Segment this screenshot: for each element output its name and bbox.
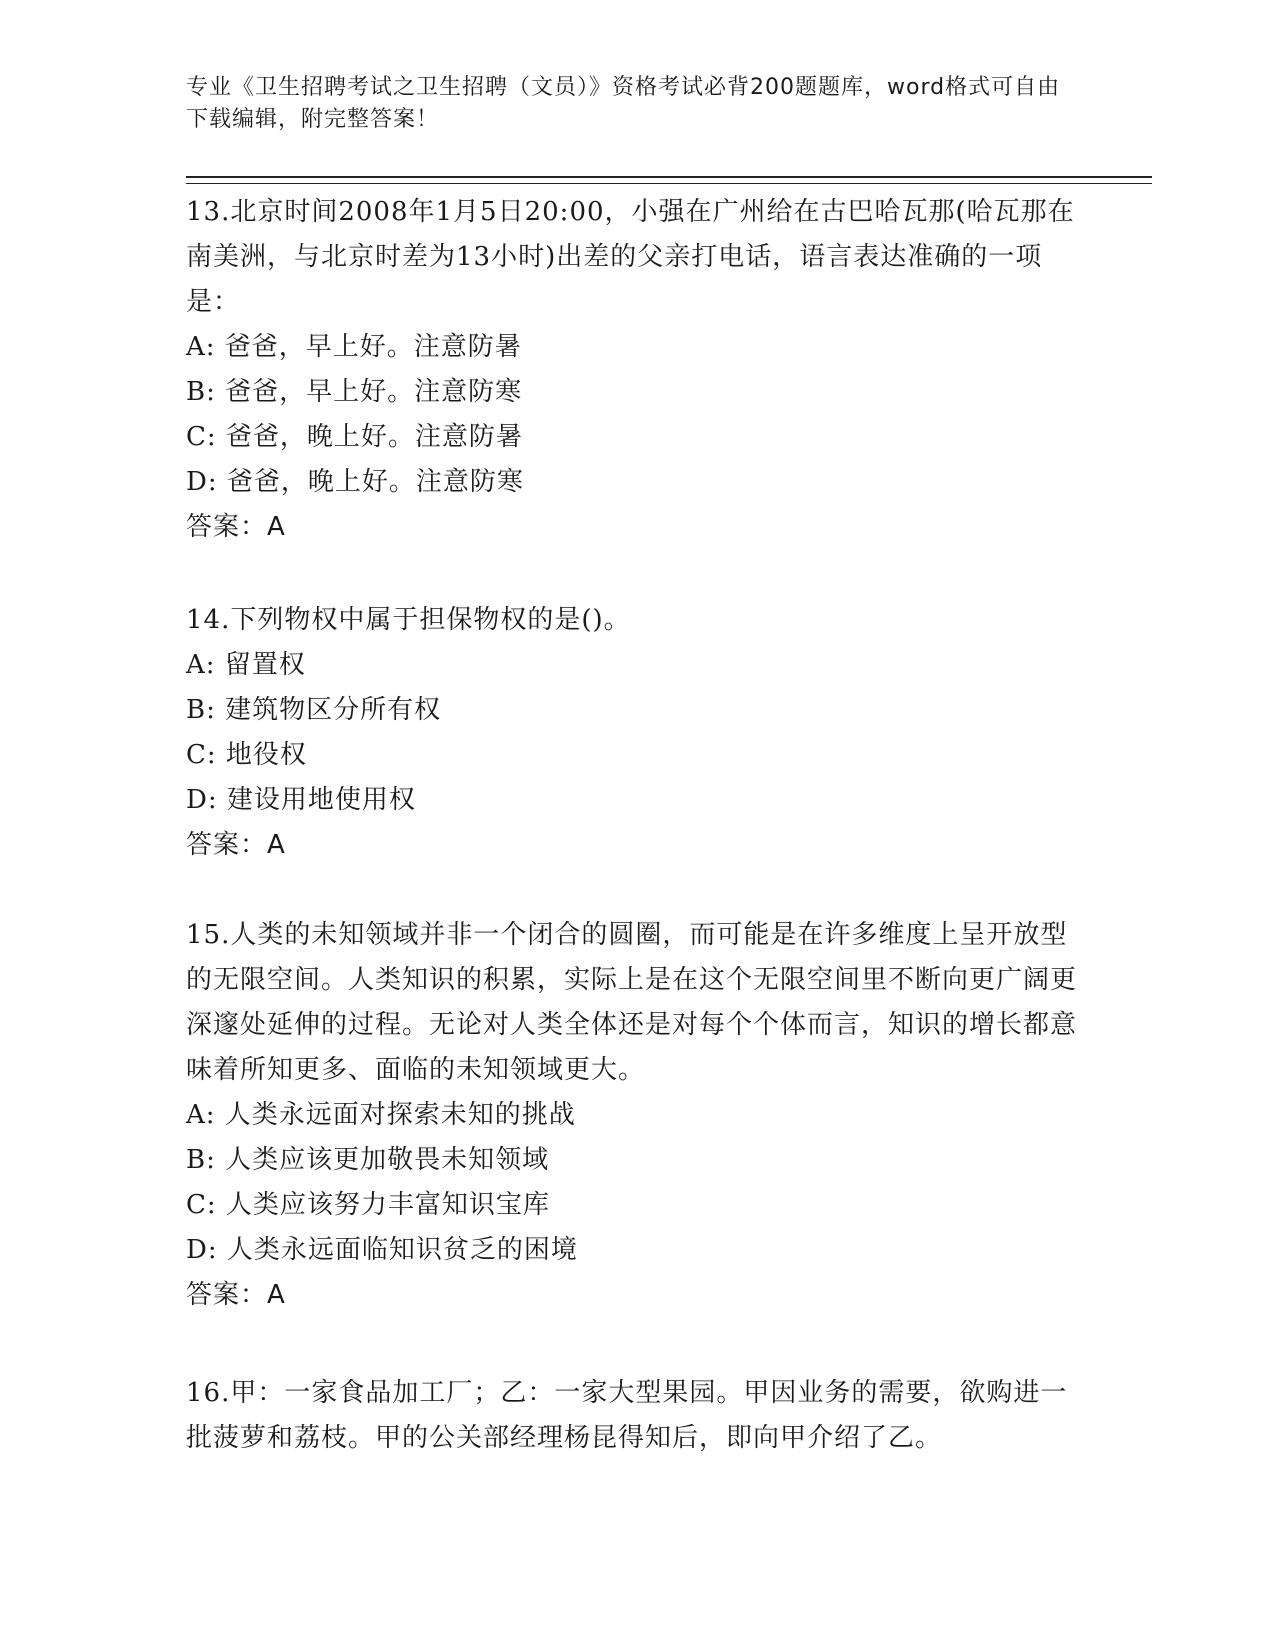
header-divider <box>186 176 1152 184</box>
document-header: 专业《卫生招聘考试之卫生招聘（文员）》资格考试必背200题题库，word格式可自由下载编辑，附完整答案！ <box>186 75 1061 132</box>
question-16 <box>186 1371 1086 1461</box>
option-b: B: 建筑物区分所有权 <box>186 695 442 725</box>
option-a: A: 留置权 <box>186 650 306 680</box>
option-a: A: 爸爸，早上好。注意防暑 <box>186 332 522 362</box>
answer: 答案：A <box>186 1280 286 1310</box>
answer: 答案：A <box>186 830 286 860</box>
answer: 答案：A <box>186 512 286 542</box>
question-14 <box>186 598 1086 868</box>
option-d: D: 爸爸，晚上好。注意防寒 <box>186 467 524 497</box>
question-stem: 14.下列物权中属于担保物权的是()。 <box>186 605 631 635</box>
option-a: A: 人类永远面对探索未知的挑战 <box>186 1100 576 1130</box>
question-13 <box>186 190 1086 550</box>
option-c: C: 爸爸，晚上好。注意防暑 <box>186 422 523 452</box>
option-d: D: 建设用地使用权 <box>186 785 416 815</box>
option-c: C: 地役权 <box>186 740 307 770</box>
option-d: D: 人类永远面临知识贫乏的困境 <box>186 1235 578 1265</box>
question-stem: 13.北京时间2008年1月5日20:00，小强在广州给在古巴哈瓦那(哈瓦那在南美洲，与北京时差为13小时)出差的父亲打电话，语言表达准确的一项是： <box>186 197 1075 317</box>
question-15 <box>186 913 1086 1318</box>
option-b: B: 爸爸，早上好。注意防寒 <box>186 377 523 407</box>
option-b: B: 人类应该更加敬畏未知领域 <box>186 1145 550 1175</box>
option-c: C: 人类应该努力丰富知识宝库 <box>186 1190 550 1220</box>
question-stem: 15.人类的未知领域并非一个闭合的圆圈，而可能是在许多维度上呈开放型的无限空间。人类知识的积累，实际上是在这个无限空间里不断向更广阔更深邃处延伸的过程。无论对人类全体还是对每个个体而言，知识的增长都意味着所知更多、面临的未知领域更大。 <box>186 920 1078 1085</box>
question-stem: 16.甲：一家食品加工厂；乙：一家大型果园。甲因业务的需要，欲购进一批菠萝和荔枝。甲的公关部经理杨昆得知后，即向甲介绍了乙。 <box>186 1378 1068 1453</box>
